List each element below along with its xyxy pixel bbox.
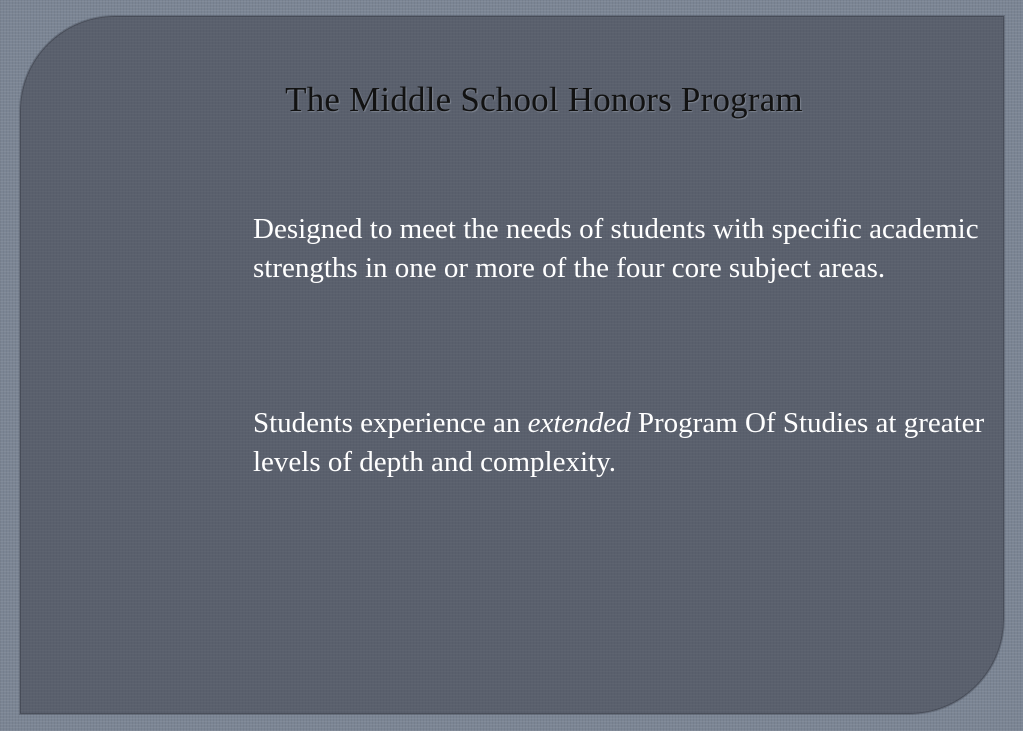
slide-title: The Middle School Honors Program — [285, 80, 803, 119]
paragraph-description: Designed to meet the needs of students with specific academic strengths in one or more of the four core subject areas. — [253, 213, 979, 284]
content-panel — [20, 16, 1004, 714]
paragraph-2-end: Program Of Studies at greater levels of depth and complexity. — [253, 407, 985, 478]
emphasized-word: extended — [527, 407, 631, 439]
paragraph-2-start: Students experience an — [253, 407, 528, 439]
paragraph-program-of-studies — [253, 404, 998, 482]
